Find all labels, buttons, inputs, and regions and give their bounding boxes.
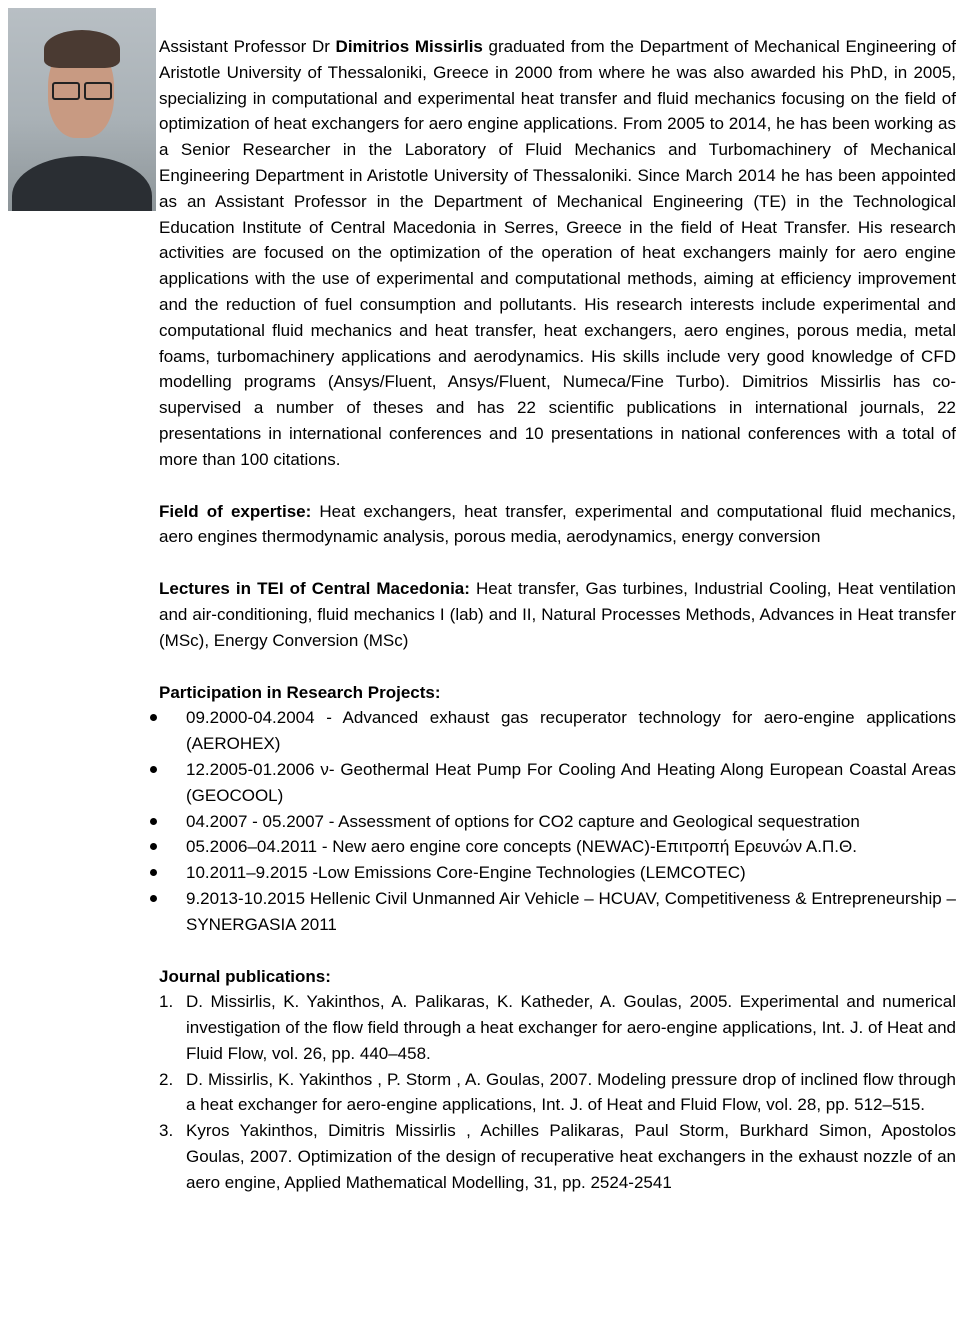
publication-text: Kyros Yakinthos, Dimitris Missirlis , Achilles Palikaras, Paul Storm, Burkhard Simon, Apostolos Goulas, 2007. Optimization of the design of recuperative heat exchangers in the exhaust nozzle of an aero engine, Applied Mathematical Modelling, 31, pp. 2524-2541 xyxy=(186,1121,956,1192)
lectures-label: Lectures in TEI of Central Macedonia: xyxy=(159,579,470,599)
project-item: 09.2000-04.2004 - Advanced exhaust gas recuperator technology for aero-engine applications (AEROHEX) xyxy=(159,705,956,757)
projects-heading-text: Participation in Research Projects: xyxy=(159,682,441,702)
project-item: 05.2006–04.2011 - New aero engine core concepts (NEWAC)-Επιτροπή Ερευνών Α.Π.Θ. xyxy=(159,834,956,860)
glasses-right-lens xyxy=(84,82,112,100)
portrait-hair xyxy=(44,30,120,68)
publication-text: D. Missirlis, K. Yakinthos , P. Storm , A. Goulas, 2007. Modeling pressure drop of inclined flow through a heat exchanger for aero-engine applications, Int. J. of Heat and Fluid Flow, vol. 28, pp. 512–515. xyxy=(186,1069,956,1115)
bio-name: Dimitrios Missirlis xyxy=(335,37,483,56)
publication-item xyxy=(159,1118,956,1195)
projects-heading xyxy=(159,680,956,706)
publication-text: D. Missirlis, K. Yakinthos, A. Palikaras, K. Katheder, A. Goulas, 2005. Experimental and numerical investigation of the flow field through a heat exchanger for aero-engine applications, Int. J. of Heat and Fluid Flow, vol. 26, pp. 440–458. xyxy=(186,992,956,1063)
bio-paragraph xyxy=(159,34,956,473)
project-item: 04.2007 - 05.2007 - Assessment of options for CO2 capture and Geological sequestration xyxy=(159,809,956,835)
bio-text: graduated from the Department of Mechanical Engineering of Aristotle University of Thessaloniki, Greece in 2000 from where he was also awarded his PhD, in 2005, specializing in computational and experimental heat transfer and fluid mechanics focusing on the field of optimization of heat exchangers for aero engine applications. From 2005 to 2014, he has been working as a Senior Researcher in the Laboratory of Fluid Mechanics and Turbomachinery of Mechanical Engineering Department in Aristotle University of Thessaloniki. Since March 2014 he has been appointed as an Assistant Professor in the Department of Mechanical Engineering (TE) in the Technological Education Institute of Central Macedonia in Serres, Greece in the field of Heat Transfer. His research activities are focused on the optimization of the operation of heat exchangers mainly for aero engine applications with the use of experimental and computational methods, aiming at efficiency improvement and the reduction of fuel consumption and pollutants. His research interests include experimental and computational fluid mechanics and heat transfer, heat exchangers, aero engines, porous media, metal foams, turbomachinery applications and aerodynamics. His skills include very good knowledge of CFD modelling programs (Ansys/Fluent, Ansys/Fluent, Numeca/Fine Turbo). Dimitrios Missirlis has co-supervised a number of theses and has 22 scientific publications in international journals, 22 presentations in international conferences and 10 presentations in national conferences with a total of more than 100 citations. xyxy=(159,37,957,469)
publication-item xyxy=(159,989,956,1066)
project-item: 12.2005-01.2006 ν- Geothermal Heat Pump For Cooling And Heating Along European Coastal Areas (GEOCOOL) xyxy=(159,757,956,809)
bio-prefix: Assistant Professor Dr xyxy=(159,37,336,56)
publication-number: 2. xyxy=(159,1069,174,1089)
expertise-label: Field of expertise: xyxy=(159,501,312,521)
lectures-text: Heat transfer, Gas turbines, Industrial Cooling, Heat ventilation and air-conditioning, fluid mechanics I (lab) and II, Natural Processes Methods, Advances in Heat transfer (MSc), Energy Conversion (MSc) xyxy=(159,579,956,650)
publication-item xyxy=(159,1067,956,1119)
portrait-photo xyxy=(8,8,156,211)
projects-list xyxy=(159,705,956,937)
expertise-text: Heat exchangers, heat transfer, experimental and computational fluid mechanics, aero engines thermodynamic analysis, porous media, aerodynamics, energy conversion xyxy=(159,501,957,547)
glasses-left-lens xyxy=(52,82,80,100)
publication-number: 1. xyxy=(159,992,174,1012)
cv-content xyxy=(159,34,956,1196)
publications-heading-text: Journal publications: xyxy=(159,966,331,986)
project-item: 9.2013-10.2015 Hellenic Civil Unmanned Air Vehicle – HCUAV, Competitiveness & Entrepreneurship – SYNERGASIA 2011 xyxy=(159,886,956,938)
expertise-paragraph xyxy=(159,499,956,551)
lectures-paragraph xyxy=(159,576,956,653)
publications-heading xyxy=(159,964,956,990)
project-item: 10.2011–9.2015 -Low Emissions Core-Engine Technologies (LEMCOTEC) xyxy=(159,860,956,886)
publications-list xyxy=(159,989,956,1195)
publication-number: 3. xyxy=(159,1121,174,1141)
portrait-shoulders xyxy=(12,156,152,211)
